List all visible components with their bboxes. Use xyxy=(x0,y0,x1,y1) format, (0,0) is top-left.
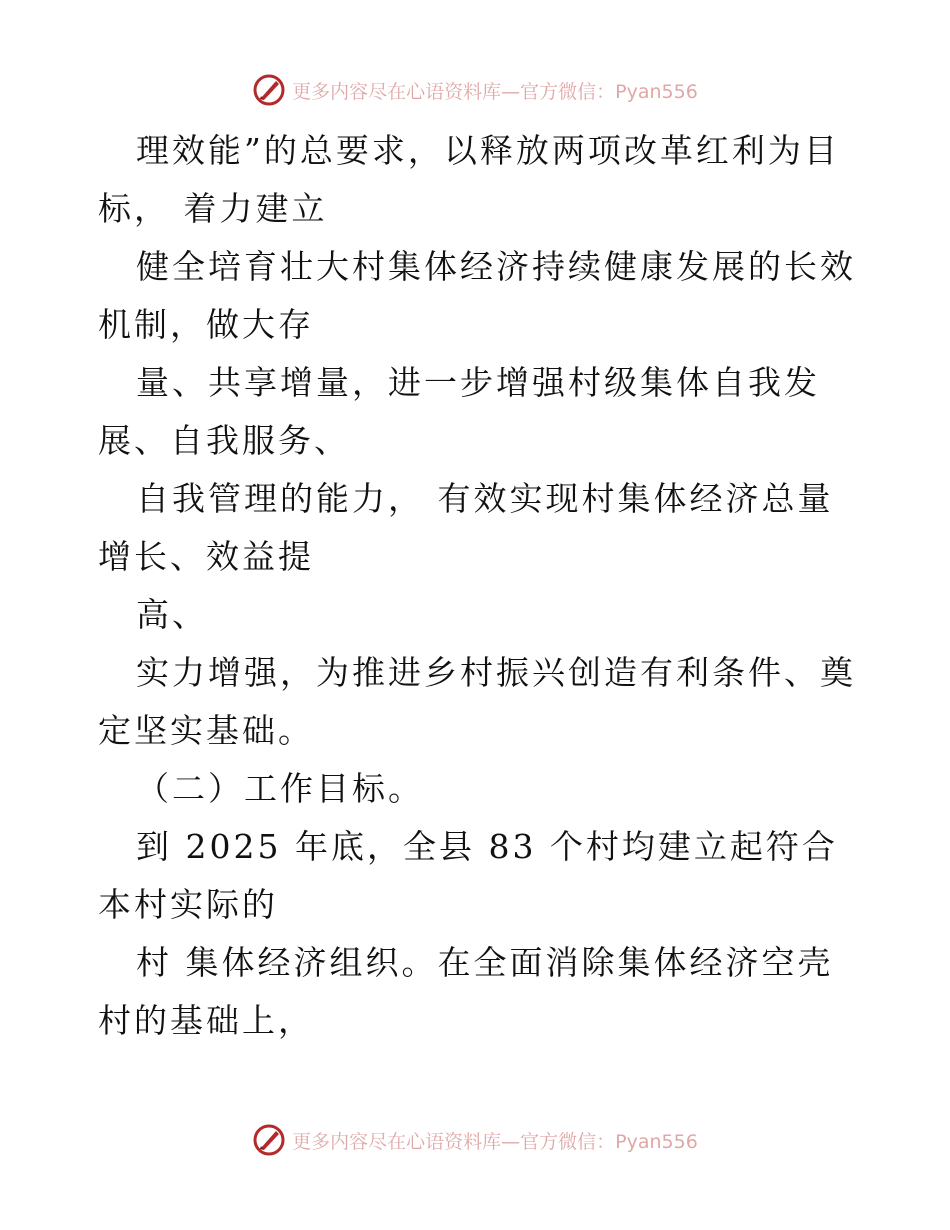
paragraph: 村 集体经济组织。在全面消除集体经济空壳村的基础上， xyxy=(98,943,834,1040)
feather-pen-logo-icon xyxy=(252,73,286,107)
paragraph: 健全培育壮大村集体经济持续健康发展的长效机制，做大存 xyxy=(98,247,856,344)
watermark-text: 更多内容尽在心语资料库—官方微信：Pyan556 xyxy=(292,80,698,103)
feather-pen-logo-icon xyxy=(252,1123,286,1157)
header-watermark xyxy=(0,70,950,110)
paragraph: 量、共享增量，进一步增强村级集体自我发展、自我服务、 xyxy=(98,363,820,460)
paragraph: 高、 xyxy=(136,595,208,634)
paragraph: 实力增强，为推进乡村振兴创造有利条件、奠定坚实基础。 xyxy=(98,653,856,750)
document-body xyxy=(98,122,858,1050)
paragraph: 理效能”的总要求，以释放两项改革红利为目标， 着力建立 xyxy=(98,131,840,228)
watermark-text: 更多内容尽在心语资料库—官方微信：Pyan556 xyxy=(292,1130,698,1153)
footer-watermark xyxy=(0,1120,950,1160)
paragraph: 到 2025 年底，全县 83 个村均建立起符合本村实际的 xyxy=(98,827,838,924)
paragraph: 自我管理的能力， 有效实现村集体经济总量增长、效益提 xyxy=(98,479,834,576)
section-heading: （二）工作目标。 xyxy=(136,769,424,808)
